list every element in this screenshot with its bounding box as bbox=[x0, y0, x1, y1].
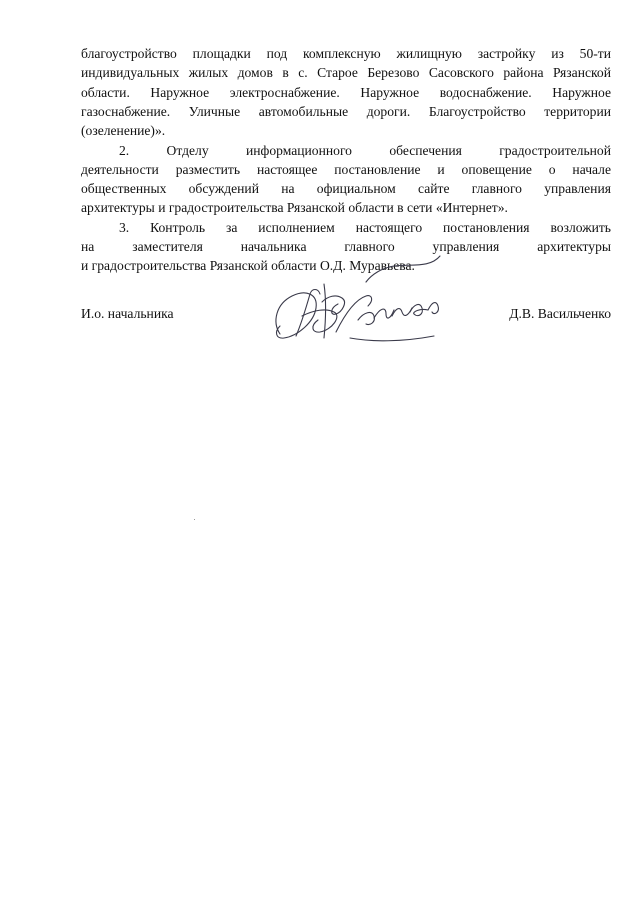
paragraph-1-line: индивидуальных жилых домов в с. Старое Березово Сасовского района Рязанской bbox=[81, 65, 611, 81]
paragraph-3-line: и градостроительства Рязанской области О.Д. Муравьева. bbox=[81, 258, 415, 274]
paragraph-1-line: газоснабжение. Уличные автомобильные дороги. Благоустройство территории bbox=[81, 103, 611, 119]
paragraph-2-line: архитектуры и градостроительства Рязанской области в сети «Интернет». bbox=[81, 200, 508, 216]
paragraph-1 bbox=[81, 44, 611, 140]
scan-speck bbox=[194, 519, 195, 520]
signatory-name: Д.В. Васильченко bbox=[509, 306, 611, 321]
paragraph-2-line: 2. Отделу информационного обеспечения градостроительной bbox=[119, 142, 611, 158]
paragraph-2-line: общественных обсуждений на официальном сайте главного управления bbox=[81, 181, 611, 197]
paragraph-3-line: на заместителя начальника главного управления архитектуры bbox=[81, 238, 611, 254]
paragraph-3-line: 3. Контроль за исполнением настоящего постановления возложить bbox=[119, 219, 611, 235]
handwritten-signature bbox=[262, 238, 452, 358]
paragraph-1-line: благоустройство площадки под комплексную жилищную застройку из 50-ти bbox=[81, 46, 611, 61]
paragraph-1-line: области. Наружное электроснабжение. Наружное водоснабжение. Наружное bbox=[81, 84, 611, 100]
paragraph-2-line: деятельности разместить настоящее постановление и оповещение о начале bbox=[81, 161, 611, 177]
paragraph-2 bbox=[81, 141, 611, 218]
position-title: И.о. начальника bbox=[81, 306, 174, 321]
paragraph-1-line: (озеленение)». bbox=[81, 123, 166, 139]
